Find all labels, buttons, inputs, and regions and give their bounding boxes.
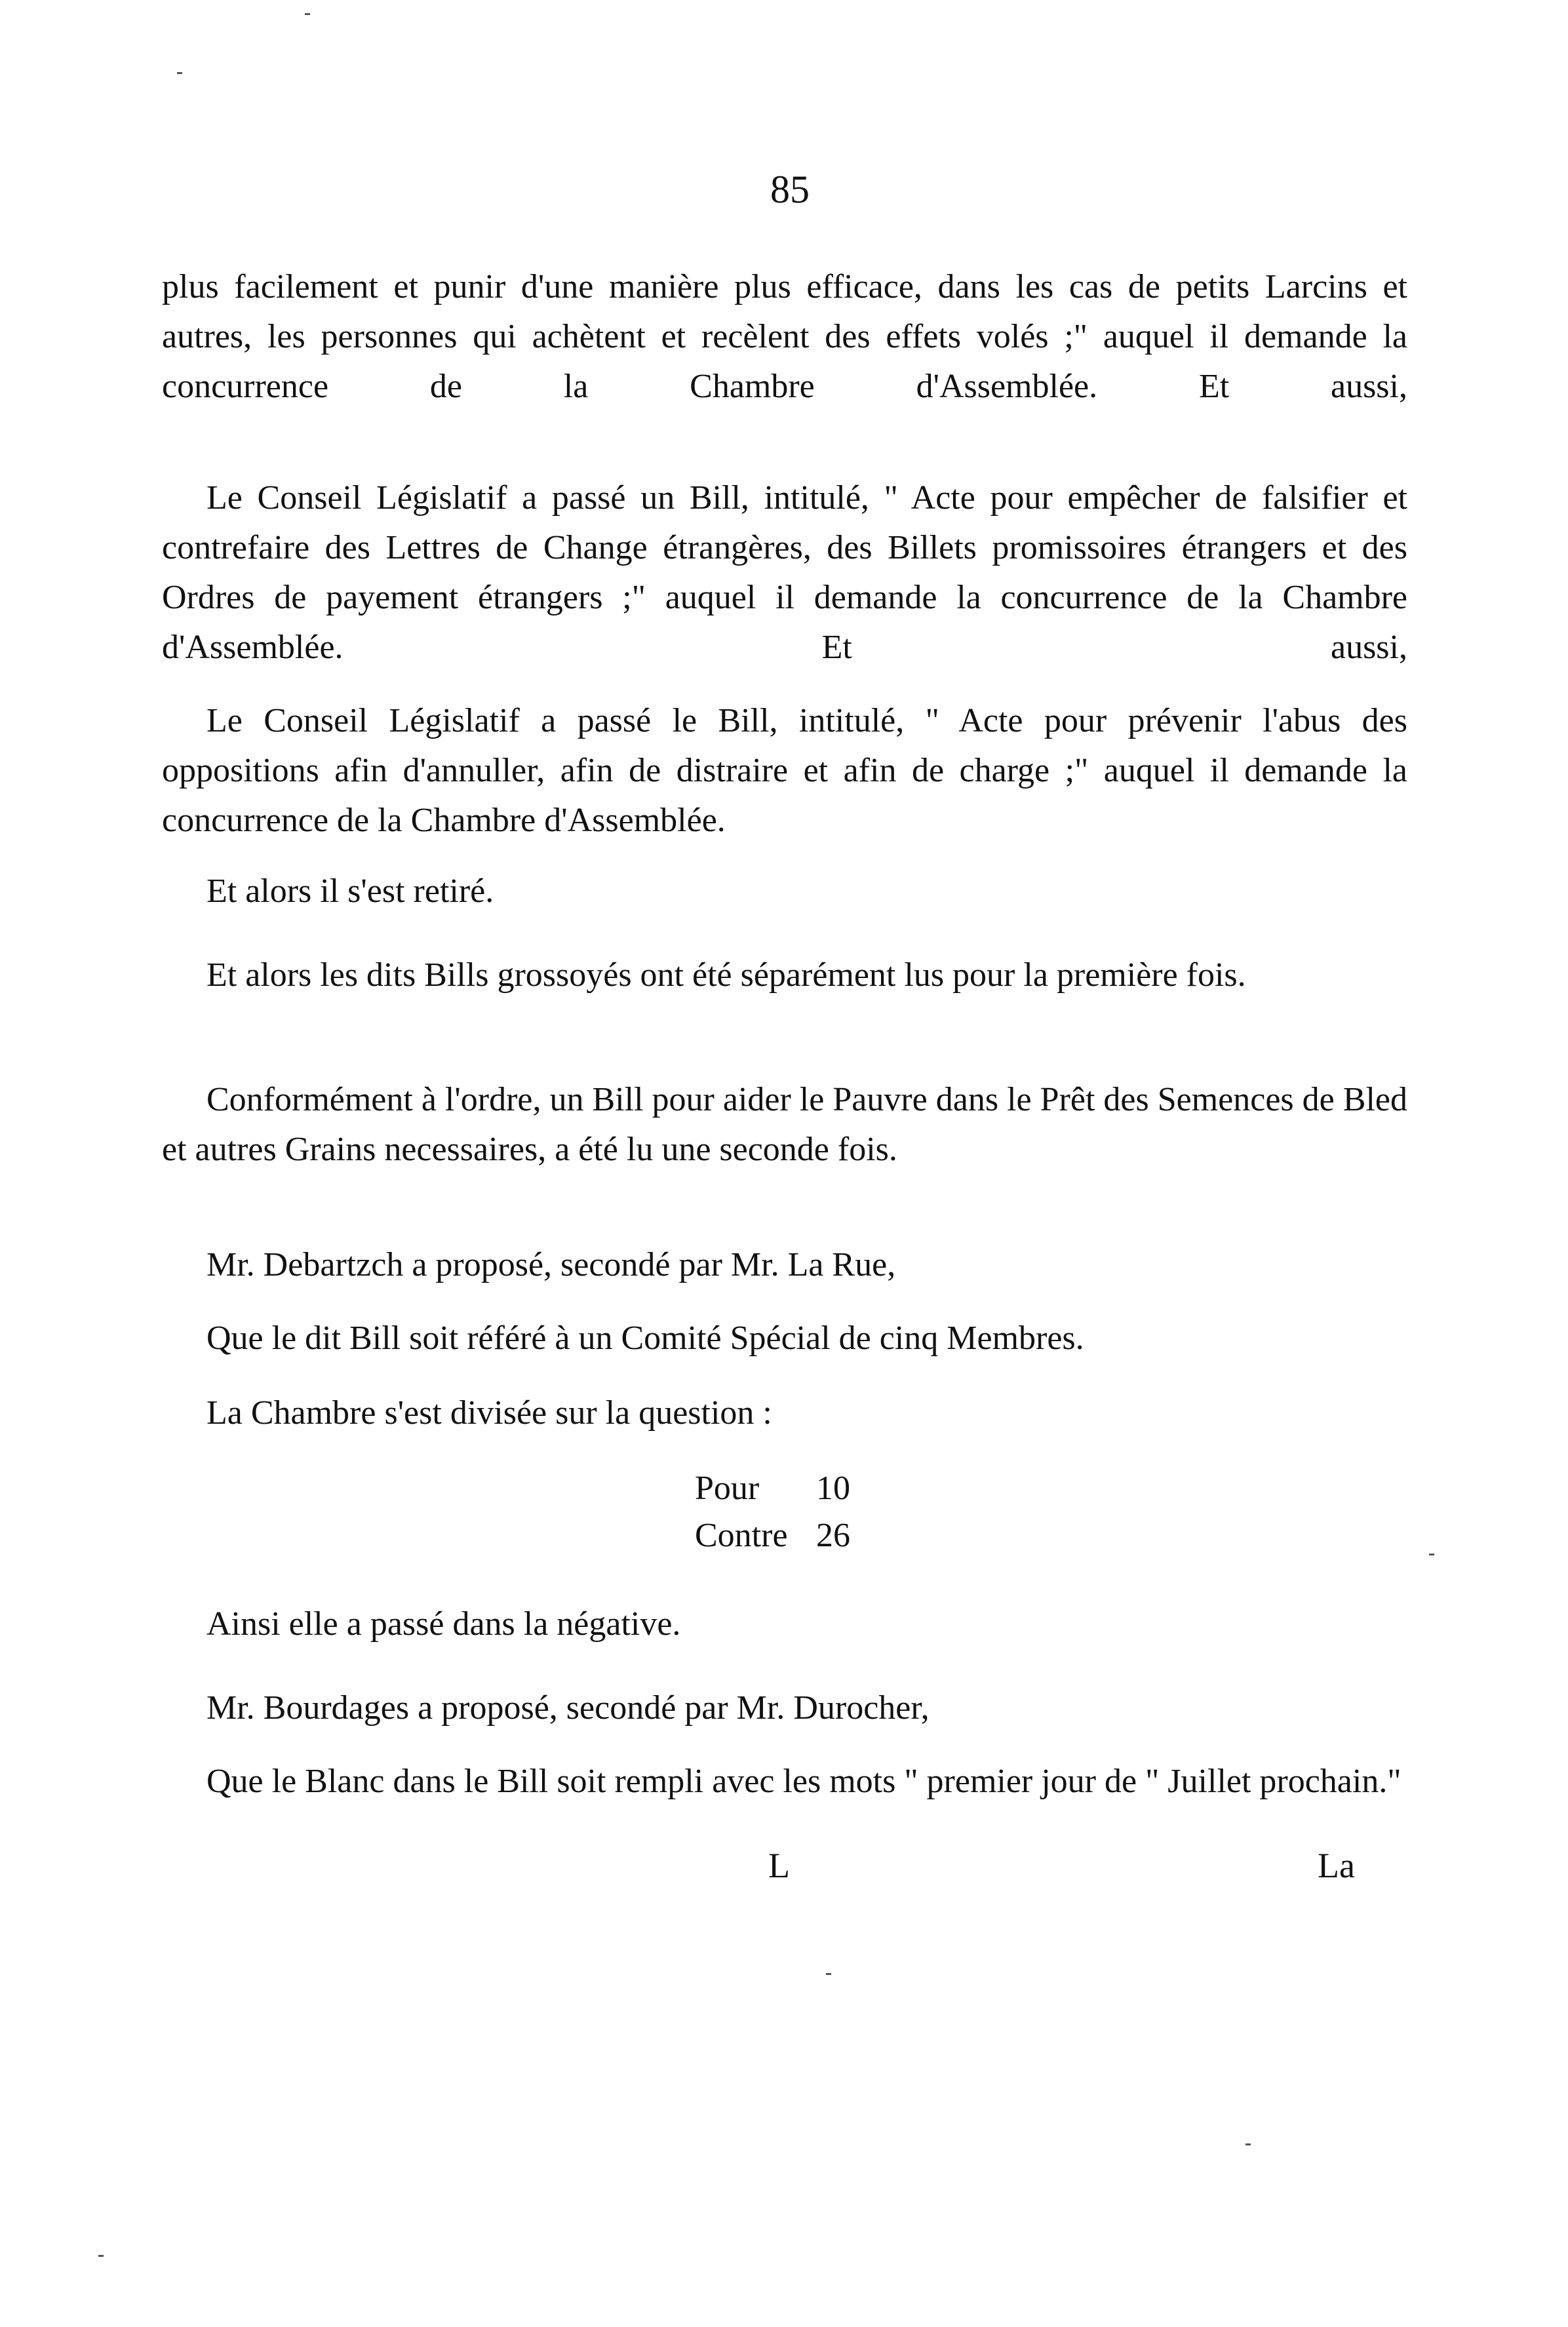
vote-for-row xyxy=(695,1465,850,1512)
paper-speck xyxy=(1245,2143,1251,2145)
vote-for-count: 10 xyxy=(816,1470,850,1507)
paragraph-motion-debartzch: Mr. Debartzch a proposé, secondé par Mr. La Rue, xyxy=(206,1246,896,1283)
paper-speck xyxy=(177,72,182,74)
paper-speck xyxy=(826,1973,831,1975)
paragraph-comite-special: Que le dit Bill soit référé à un Comité Spécial de cinq Membres. xyxy=(206,1320,1084,1357)
vote-against-count: 26 xyxy=(816,1517,850,1554)
paragraph-negative: Ainsi elle a passé dans la négative. xyxy=(206,1605,681,1643)
paragraph-bill-lettres-de-change: Le Conseil Législatif a passé un Bill, intitulé, " Acte pour empêcher de falsifier et contrefaire des Lettres de Change étrangères, des Billets promissoires étrangers et des Ordres de payement étrangers ;" auquel il demande la concurrence de la Chambre d'Assemblée. Et aussi, xyxy=(162,479,1407,666)
paragraph-blanc-rempli: Que le Blanc dans le Bill soit rempli avec les mots " premier jour de " Juillet prochain." xyxy=(206,1763,1401,1800)
paragraph-bills-lus: Et alors les dits Bills grossoyés ont été séparément lus pour la première fois. xyxy=(206,956,1246,994)
paragraph-division: La Chambre s'est divisée sur la question : xyxy=(206,1394,772,1432)
vote-against-label: Contre xyxy=(695,1517,788,1554)
paper-speck xyxy=(1429,1554,1434,1555)
paragraph-motion-bourdages: Mr. Bourdages a proposé, secondé par Mr. Durocher, xyxy=(206,1689,930,1727)
paragraph-bill-oppositions: Le Conseil Législatif a passé le Bill, intitulé, " Acte pour prévenir l'abus des oppositions afin d'annuller, afin de distraire et afin de charge ;" auquel il demande la concurrence de la Chambre d'Assemblée. xyxy=(162,702,1407,839)
paragraph-retire: Et alors il s'est retiré. xyxy=(206,872,494,910)
vote-for-label: Pour xyxy=(695,1470,760,1507)
catchword: La xyxy=(1318,1846,1355,1885)
vote-tally xyxy=(695,1465,850,1559)
paper-speck xyxy=(305,13,310,15)
signature-mark: L xyxy=(768,1846,790,1885)
vote-against-row xyxy=(695,1512,850,1559)
paper-speck xyxy=(98,2255,104,2257)
paragraph-continuation: plus facilement et punir d'une manière plus efficace, dans les cas de petits Larcins et autres, les personnes qui achètent et recèlent des effets volés ;" auquel il demande la concurrence de la Chambre d'Assemblée. Et aussi, xyxy=(162,268,1407,405)
paragraph-bill-semences: Conformément à l'ordre, un Bill pour aider le Pauvre dans le Prêt des Semences de Bled et autres Grains necessaires, a été lu une seconde fois. xyxy=(162,1081,1407,1168)
page-number: 85 xyxy=(770,168,810,211)
